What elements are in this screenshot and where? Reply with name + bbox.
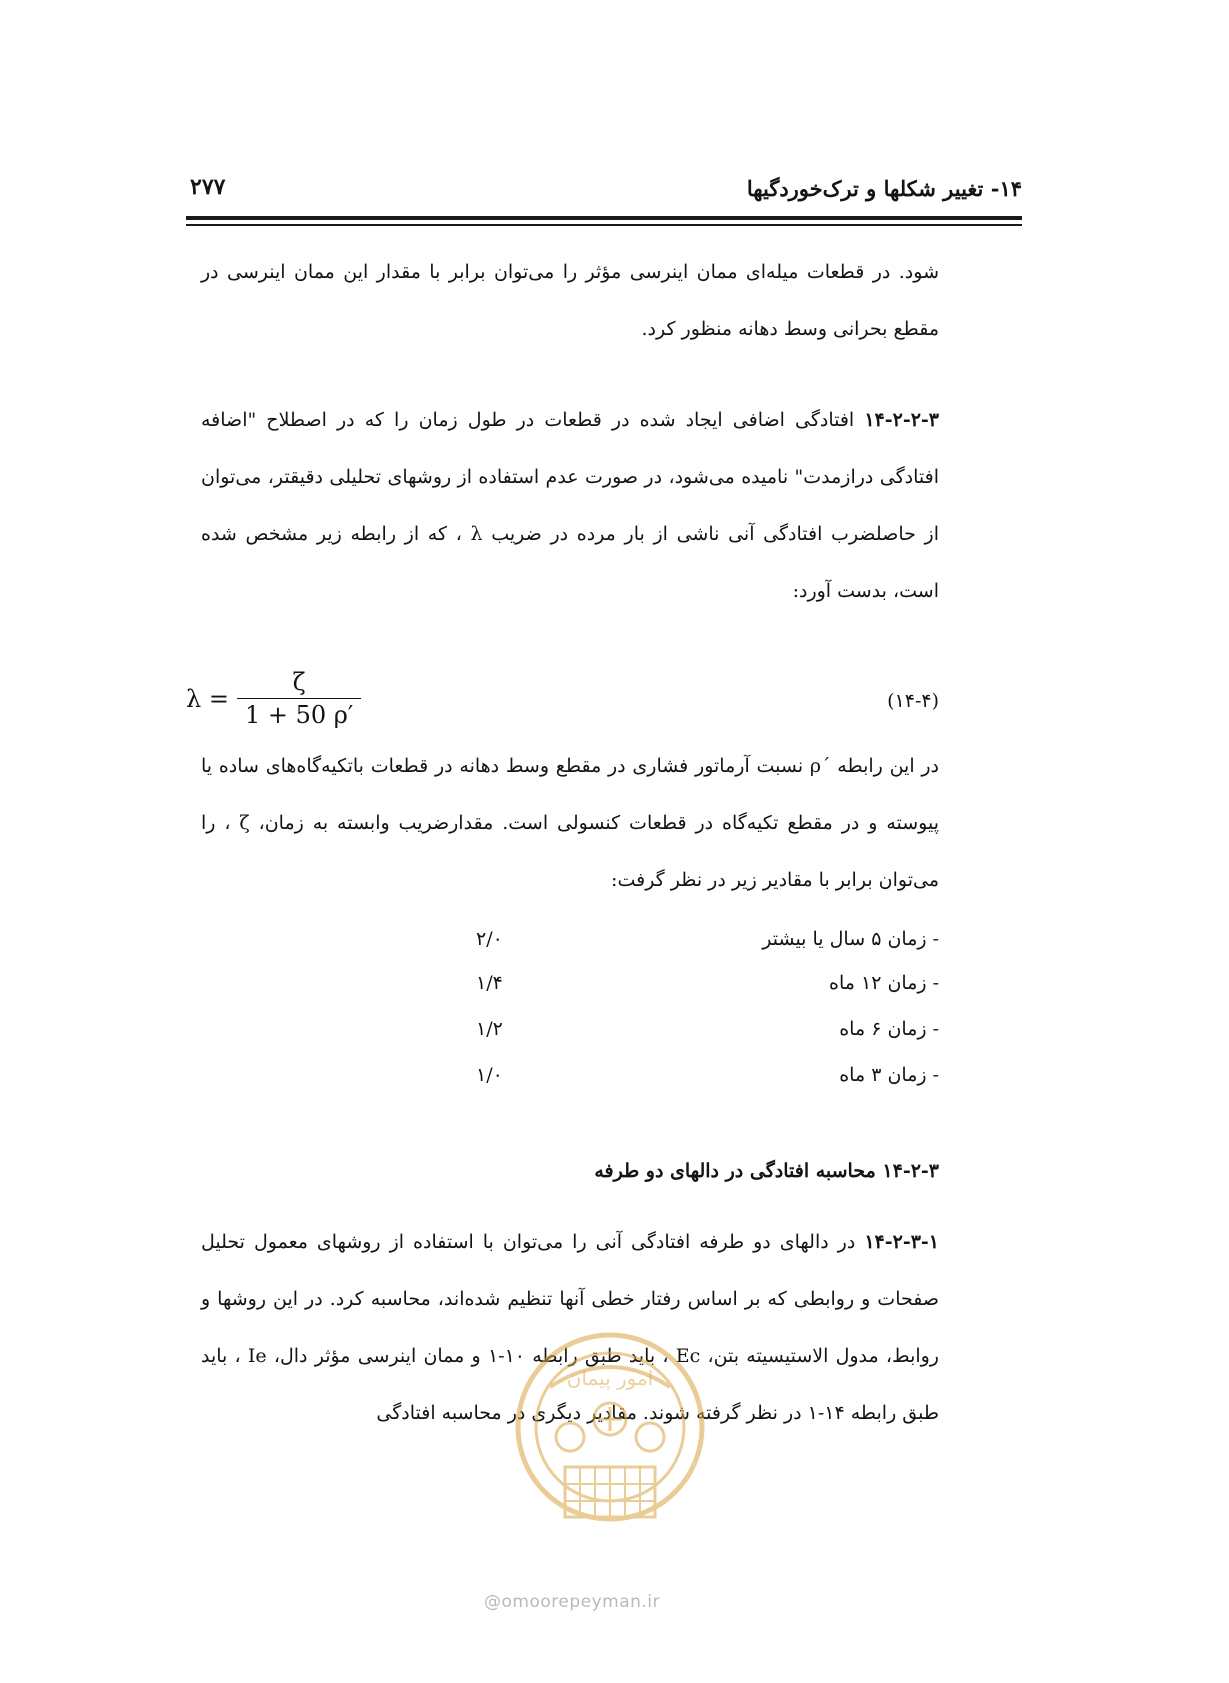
page-number: ۲۷۷ <box>190 174 226 200</box>
page-header <box>186 170 1022 230</box>
lambda-formula <box>186 668 361 729</box>
formula-lhs: λ = <box>186 684 229 713</box>
clause-number: ۱۴-۲-۳-۱ <box>864 1231 939 1253</box>
time-factor-value: ۱/۰ <box>476 1064 503 1086</box>
rho-explanation-paragraph: در این رابطه ´ρ نسبت آرماتور فشاری در مقطع وسط دهانه در قطعات باتکیه‌گاه‌های ساده یا پیوسته و در مقطع تکیه‌گاه در قطعات کنسولی است. مقدارضریب وابسته به زمان، ζ ، را می‌توان برابر با مقادیر زیر در نظر گرفت: <box>201 755 940 891</box>
time-factor-value: ۱/۲ <box>476 1018 503 1040</box>
clause-text: افتادگی اضافی ایجاد شده در قطعات در طول زمان را که در اصطلاح "اضافه افتادگی درازمدت" نامیده می‌شود، در صورت عدم استفاده از روشهای تحلیلی دقیقتر، می‌توان از حاصلضرب افتادگی آنی ناشی از بار مرده در ضریب λ ، که از رابطه زیر مشخص شده است، بدست آورد: <box>201 409 939 602</box>
time-factor-label: - زمان ۳ ماه <box>839 1064 939 1086</box>
clause-text: در دالهای دو طرفه افتادگی آنی را می‌توان با استفاده از روشهای معمول تحلیل صفحات و روابطی که بر اساس رفتار خطی آنها تنظیم شده‌اند، محاسبه کرد. در این روشها و روابط، مدول الاستیسیته بتن، Ec ، باید طبق رابطه ۱۰-۱ و ممان اینرسی مؤثر دال، Ie ، باید طبق رابطه ۱۴-۱ در نظر گرفته شوند. مقادیر دیگری در محاسبه افتادگی <box>201 1231 939 1424</box>
clause-number: ۱۴-۲-۲-۳ <box>864 409 939 431</box>
seal-text: امور پیمان <box>566 1366 654 1390</box>
formula-denominator: 1 + 50 ρ′ <box>237 698 361 729</box>
formula-numerator: ζ <box>292 668 306 696</box>
equation-number: (۱۴-۴) <box>887 690 939 712</box>
time-factor-label: - زمان ۶ ماه <box>839 1018 939 1040</box>
time-factor-label: - زمان ۵ سال یا بیشتر <box>762 928 939 950</box>
intro-paragraph: شود. در قطعات میله‌ای ممان اینرسی مؤثر را می‌توان برابر با مقدار این ممان اینرسی در مقطع بحرانی وسط دهانه منظور کرد. <box>201 261 939 340</box>
seal-emblem-icon <box>518 1335 702 1519</box>
header-rule-thick <box>186 216 1022 220</box>
formula-fraction <box>237 668 361 729</box>
chapter-title: ۱۴- تغییر شکلها و ترک‌خوردگیها <box>746 176 1022 201</box>
time-factor-label: - زمان ۱۲ ماه <box>829 972 939 994</box>
header-rule-thin <box>186 224 1022 226</box>
section-heading: ۱۴-۲-۳ محاسبه افتادگی در دالهای دو طرفه <box>594 1160 939 1182</box>
deflection-paragraph <box>201 392 939 620</box>
watermark-site-text: @omoorepeyman.ir <box>484 1592 661 1612</box>
time-factor-value: ۲/۰ <box>476 928 503 950</box>
watermark-seal <box>510 1327 710 1587</box>
time-factor-value: ۱/۴ <box>476 972 503 994</box>
